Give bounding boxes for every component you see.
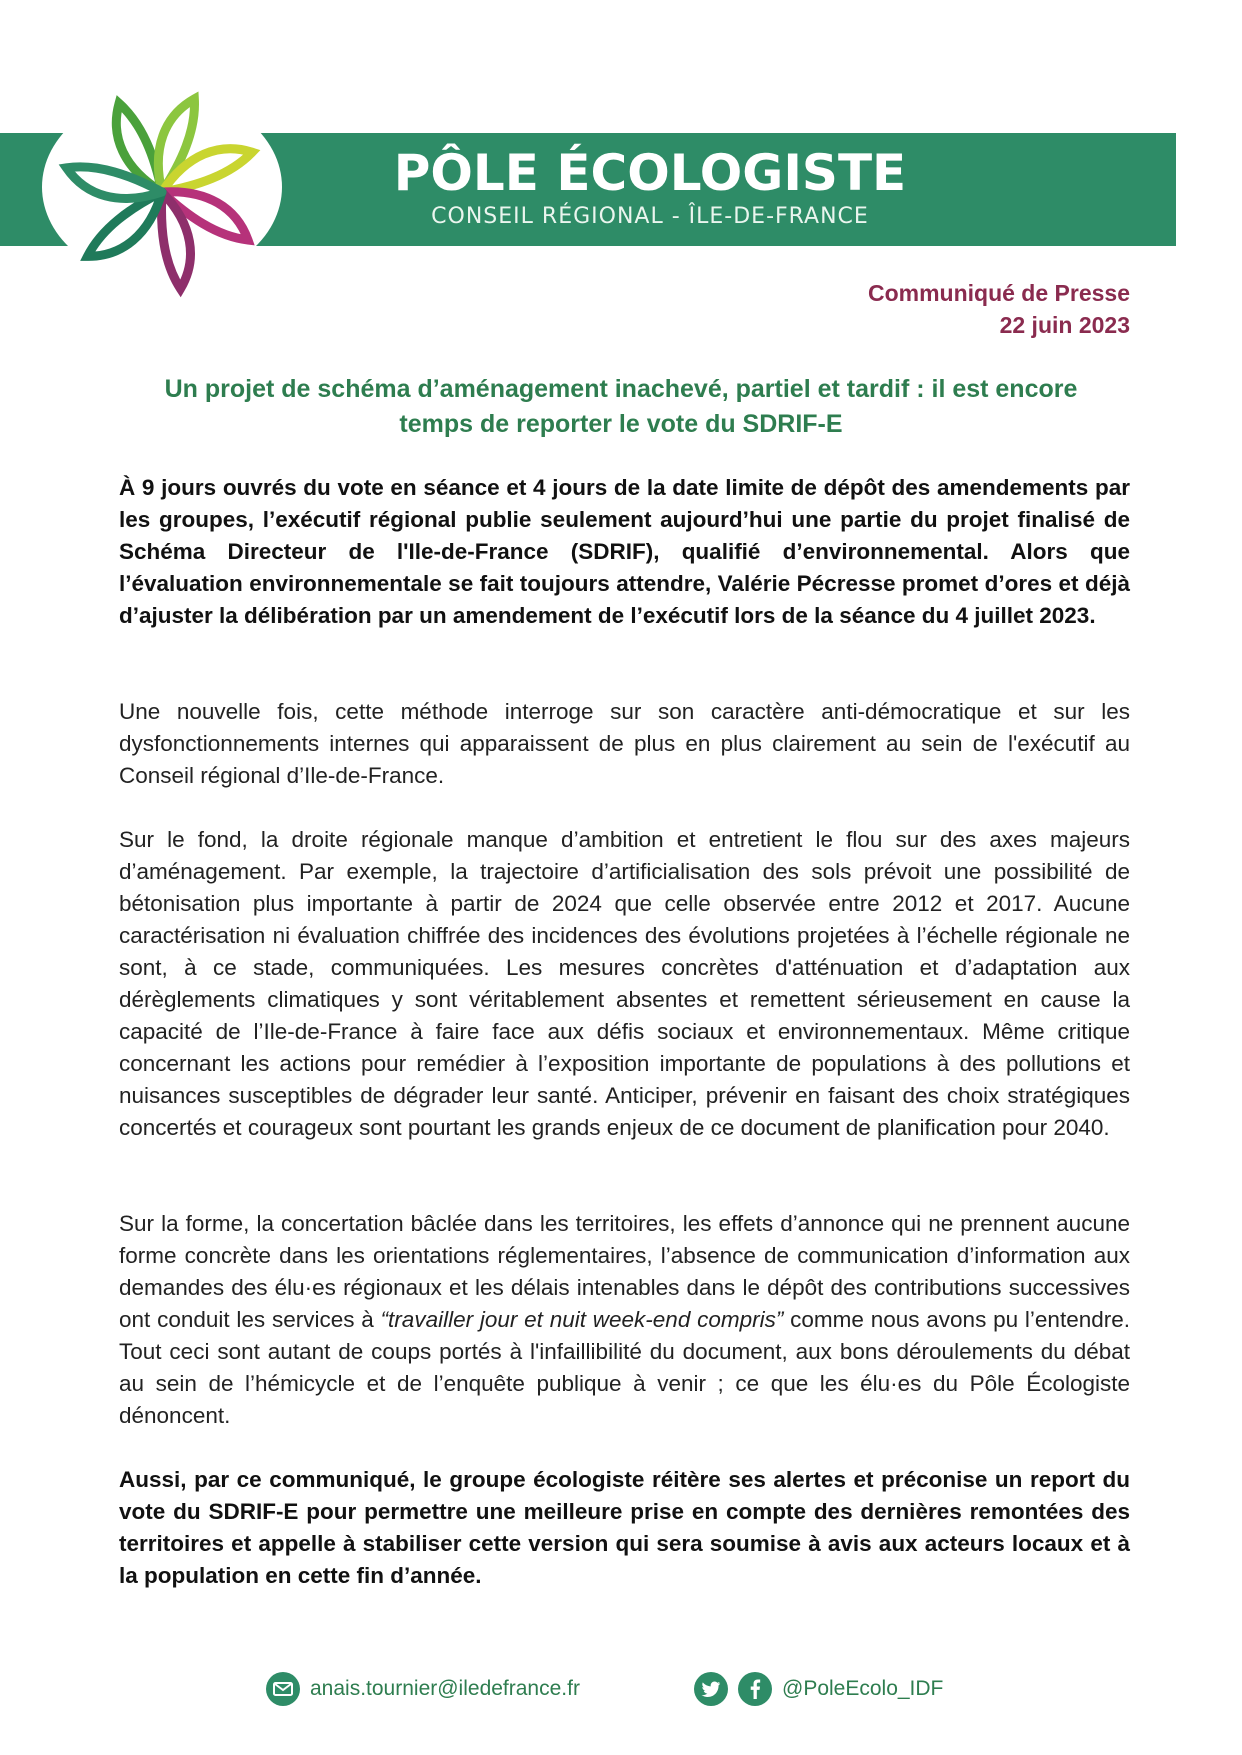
paragraph-form-text-end: comme nous avons pu l’entendre. Tout ceci sont autant de coups portés à l'infaillibilité du document, aux bons déroulements du débat au sein de l’hémicycle et de l’enquête publique à venir ; ce que les élu·es du Pôle Écologiste dénoncent. xyxy=(119,1307,1130,1428)
email-link[interactable]: anais.tournier@iledefrance.fr xyxy=(310,1677,580,1700)
social-handle[interactable]: @PoleEcolo_IDF xyxy=(782,1677,944,1700)
flower-logo xyxy=(52,82,272,302)
org-subtitle: CONSEIL RÉGIONAL - ÎLE-DE-FRANCE xyxy=(431,204,869,229)
paragraph-method: Une nouvelle fois, cette méthode interroge sur son caractère anti-démocratique et sur les dysfonctionnements internes qui apparaissent de plus en plus clairement au sein de l'exécutif au Conseil régional d’Ile-de-France. xyxy=(119,699,1130,788)
paragraph-substance: Sur le fond, la droite régionale manque d’ambition et entretient le flou sur des axes majeurs d’aménagement. Par exemple, la trajectoire d’artificialisation des sols prévoit une possibilité de bétonisation plus importante à partir de 2024 que celle observée entre 2012 et 2017. Aucune caractérisation ni évaluation chiffrée des incidences des évolutions projetées à l’échelle régionale ne sont, à ce stade, communiquées. Les mesures concrètes d'atténuation et d’adaptation aux dérèglements climatiques y sont véritablement absentes et remettent sérieusement en cause la capacité de l’Ile-de-France à faire face aux défis sociaux et environnementaux. Même critique concernant les actions pour remédier à l’exposition importante de populations à des pollutions et nuisances susceptibles de dégrader leur santé. Anticiper, prévenir en faisant des choix stratégiques concertés et courageux sont pourtant les grands enjeux de ce document de planification pour 2040. xyxy=(119,827,1130,1140)
intro-paragraph: À 9 jours ouvrés du vote en séance et 4 jours de la date limite de dépôt des amendements par les groupes, l’exécutif régional publie seulement aujourd’hui une partie du projet finalisé de Schéma Directeur de l'Ile-de-France (SDRIF), qualifié d’environnemental. Alors que l’évaluation environnementale se fait toujours attendre, Valérie Pécresse promet d’ores et déjà d’ajuster la délibération par un amendement de l’exécutif lors de la séance du 4 juillet 2023. xyxy=(119,475,1130,628)
conclusion-paragraph: Aussi, par ce communiqué, le groupe écologiste réitère ses alertes et préconise un report du vote du SDRIF-E pour permettre une meilleure prise en compte des dernières remontées des territoires et appelle à stabiliser cette version qui sera soumise à avis aux acteurs locaux et à la population en cette fin d’année. xyxy=(119,1467,1130,1588)
org-title: PÔLE ÉCOLOGISTE xyxy=(393,144,907,202)
headline-line-2: temps de reporter le vote du SDRIF-E xyxy=(399,410,843,438)
headline-line-1: Un projet de schéma d’aménagement inachevé, partiel et tardif : il est encore xyxy=(164,375,1078,403)
footer-social xyxy=(694,1671,943,1707)
facebook-icon[interactable] xyxy=(738,1672,772,1706)
paragraph-form-text: Sur la forme, la concertation bâclée dans les territoires, les effets d’annonce qui ne prennent aucune forme concrète dans les orientations réglementaires, l’absence de communication d’information aux demandes des élu·es régionaux et les délais intenables dans le dépôt des contributions successives ont conduit les services à xyxy=(119,1211,1130,1332)
press-release-label: Communiqué de Presse xyxy=(867,280,1130,306)
quote-text: “travailler jour et nuit week-end compris” xyxy=(380,1307,784,1332)
headline xyxy=(140,372,1102,442)
mail-icon xyxy=(266,1672,300,1706)
twitter-icon[interactable] xyxy=(694,1672,728,1706)
paragraph-form xyxy=(119,1208,1130,1432)
footer-email xyxy=(266,1671,580,1707)
press-release-date: 22 juin 2023 xyxy=(999,312,1130,338)
